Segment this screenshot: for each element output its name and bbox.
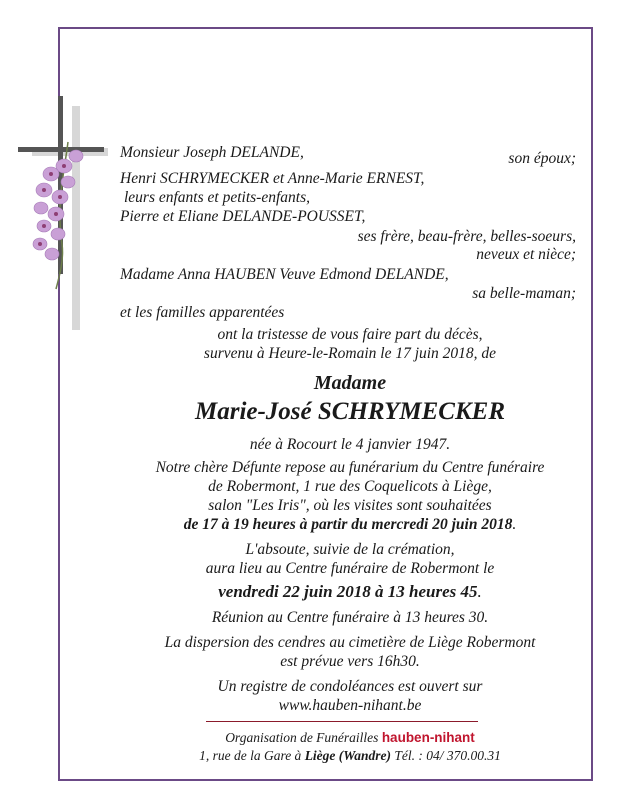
footer-org-label: Organisation de Funérailles [225,730,379,745]
family-line-children: leurs enfants et petits-enfants, [124,189,310,206]
deceased-name: Marie-José SCHRYMECKER [194,398,506,425]
footer-divider [206,721,478,722]
visit-hours-text: de 17 à 19 heures à partir du mercredi 20 juin 2018 [183,516,513,533]
details-line-11: Un registre de condoléances est ouvert sur [217,678,483,695]
ceremony-date-text: vendredi 22 juin 2018 à 13 heures 45 [218,582,478,601]
footer-organization [100,730,600,746]
cross-with-orchid-icon [16,94,108,334]
details-line-10: est prévue vers 16h30. [280,653,420,670]
details-line-2: de Robermont, 1 rue des Coquelicots à Liège, [208,478,492,495]
family-line-pierre: Pierre et Eliane DELANDE-POUSSET, [120,208,366,225]
condolences-website-link[interactable]: www.hauben-nihant.be [278,697,422,714]
family-role-husband: son époux; [508,150,576,167]
deceased-title: Madame [313,372,387,394]
family-line-relatives: et les familles apparentées [120,304,285,321]
details-line-9: La dispersion des cendres au cimetière de Liège Robermont [164,634,536,651]
footer-address-prefix: 1, rue de la Gare à [199,748,302,763]
details-line-8: Réunion au Centre funéraire à 13 heures 30. [211,609,489,626]
details-line-3: salon "Les Iris", où les visites sont souhaitées [208,497,492,514]
footer-brand: hauben-nihant [381,730,475,745]
footer-address [100,748,600,764]
details-visit-hours: de 17 à 19 heures à partir du mercredi 20 juin 2018. [183,516,517,533]
details-line-1: Notre chère Défunte repose au funérarium du Centre funéraire [155,459,545,476]
announcement-line-1: ont la tristesse de vous faire part du décès, [217,326,483,343]
deceased-birth: née à Rocourt le 4 janvier 1947. [249,436,451,453]
details-line-5: L'absoute, suivie de la crémation, [245,541,455,558]
family-line-brother: Henri SCHRYMECKER et Anne-Marie ERNEST, [120,170,425,187]
footer-city: Liège (Wandre) [304,748,392,763]
family-line-mother-in-law: Madame Anna HAUBEN Veuve Edmond DELANDE, [120,266,449,283]
footer-phone: Tél. : 04/ 370.00.31 [394,748,501,763]
details-line-6: aura lieu au Centre funéraire de Robermont le [205,560,495,577]
family-role-siblings: ses frère, beau-frère, belles-soeurs, [357,228,576,245]
details-ceremony-date: vendredi 22 juin 2018 à 13 heures 45. [218,582,482,601]
family-line-husband: Monsieur Joseph DELANDE, [120,144,304,161]
family-role-nephews: neveux et nièce; [476,246,576,263]
family-role-mother-in-law: sa belle-maman; [472,285,576,302]
announcement-line-2: survenu à Heure-le-Romain le 17 juin 2018, de [203,345,497,362]
